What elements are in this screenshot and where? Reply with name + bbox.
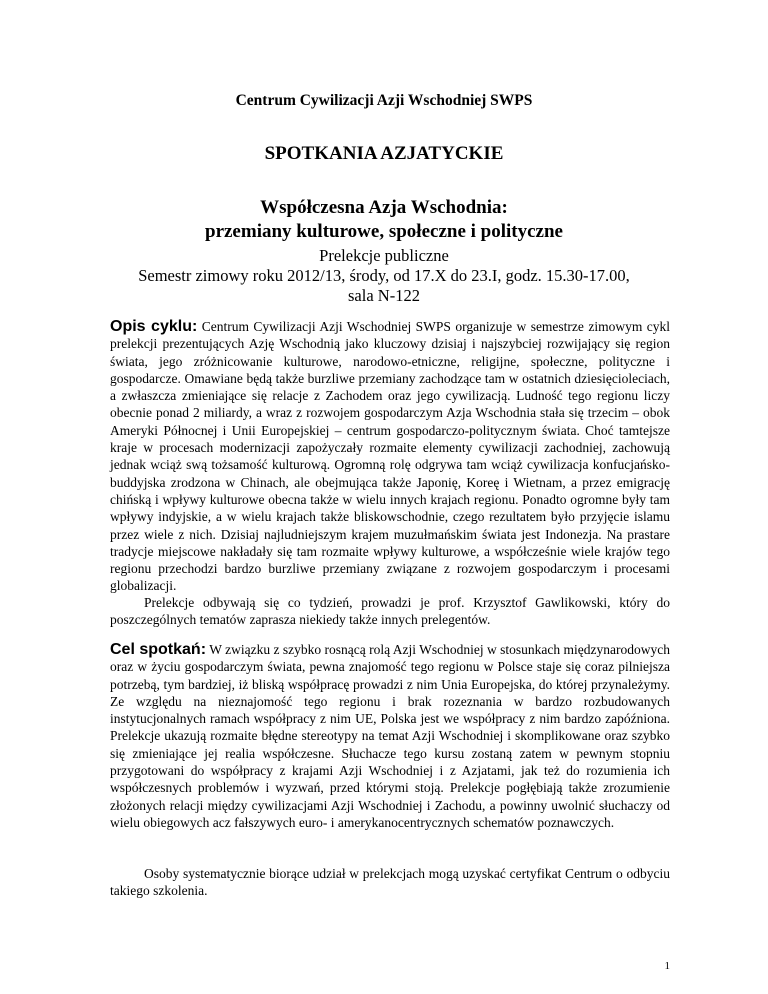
organization-name: Centrum Cywilizacji Azji Wschodniej SWPS [235,92,533,109]
subtitle-line-2: przemiany kulturowe, społeczne i polityczne [205,221,563,242]
series-description-text: Centrum Cywilizacji Azji Wschodniej SWPS organizuje w semestrze zimowym cykl prelekcji prezentujących Azję Wschodnią jako kluczowy dzisiaj i najszybciej rozwijający się region świata, jego zróżnicowanie kulturowe, narodowo-etniczne, religijne, społeczne, polityczne i gospodarcze. Omawiane będą także burzliwe przemiany zachodzące tam w ostatnich dziesięcioleciach, a zwłaszcza zmieniające się relacje z Zachodem oraz jego cywilizacją. Ludność tego regionu liczy obecnie ponad 2 miliardy, a wraz z rozwojem gospodarczym Azja Wschodnia stała się trzecim – obok Ameryki Północnej i Unii Europejskiej – centrum gospodarczo-politycznym świata. Choć tamtejsze kraje w procesach modernizacji zapożyczały rozmaite elementy cywilizacji zachodniej, zachowują jednak wciąż swą tożsamość kulturową. Ogromną rolę odgrywa tam wciąż cywilizacja konfucjańsko-buddyjska zrodzona w Chinach, ale obejmująca także Japonię, Koreę i Wietnam, a przez emigrację chińską i wpływy kulturowe obecna także w wielu innych krajach regionu. Ponadto ogromne były tam wpływy indyjskie, a w wielu krajach także bliskowschodnie, czego rezultatem było przyjęcie islamu przez wiele z nich. Dzisiaj najludniejszym krajem muzułmańskim świata jest Indonezja. Na prastare tradycje miejscowe nakładały się tam rozmaite wpływy kulturowe, a współcześnie wiele krajów tego regionu przechodzi bardzo burzliwe przemiany związane z rozwojem gospodarczym i procesami globalizacji. [110,319,671,594]
schedule-line-1: Semestr zimowy roku 2012/13, środy, od 17.X do 23.I, godz. 15.30-17.00, [138,266,630,285]
certificate-paragraph: Osoby systematycznie biorące udział w prelekcjach mogą uzyskać certyfikat Centrum o odbyciu takiego szkolenia. [110,866,670,899]
meetings-goal-text: W związku z szybko rosnącą rolą Azji Wschodniej w stosunkach międzynarodowych oraz w życiu gospodarczym świata, pewna znajomość tego regionu w Polsce staje się coraz pilniejsza potrzebą, tym bardziej, iż bliską współpracę prowadzi z nim Unia Europejska, do której przynależymy. Ze względu na nieznajomość tego regionu i brak rozeznania w bardzo rozbudowanych instytucjonalnych ramach współpracy z nim UE, Polska jest we współpracy z nim bardzo zapóźniona. Prelekcje ukazują rozmaite błędne stereotypy na temat Azji Wschodniej i skomplikowane oraz szybko się zmieniające jej realia współczesne. Słuchacze tego kursu zostaną zatem w pewnym stopniu przygotowani do współpracy z krajami Azji Wschodniej i z Azjatami, jak też do rozumienia ich współczesnych problemów i wyzwań, przed którymi stoją. Prelekcje pogłębiają także zrozumienie złożonych relacji między cywilizacjami Azji Wschodniej i Zachodu, a powinny uwolnić słuchaczy od wielu obiegowych acz fałszywych euro- i amerykanocentrycznych schematów poznawczych. [110,642,671,830]
page-number: 1 [664,960,670,972]
series-title: SPOTKANIA AZJATYCKIE [264,143,504,164]
meetings-goal-heading: Cel spotkań: [110,641,207,658]
schedule-line-2: sala N-122 [348,286,420,305]
schedule-info [0,266,768,306]
series-description [110,318,670,595]
subtitle-line-1: Współczesna Azja Wschodnia: [260,197,508,218]
series-description-heading: Opis cyklu: [110,318,198,335]
lecturer-paragraph: Prelekcje odbywają się co tydzień, prowadzi je prof. Krzysztof Gawlikowski, który do poszczególnych tematów zaprasza niekiedy także innych prelegentów. [110,595,670,628]
meetings-goal [110,641,670,831]
lecture-subtitle [0,196,768,244]
lecture-kind: Prelekcje publiczne [319,246,449,265]
